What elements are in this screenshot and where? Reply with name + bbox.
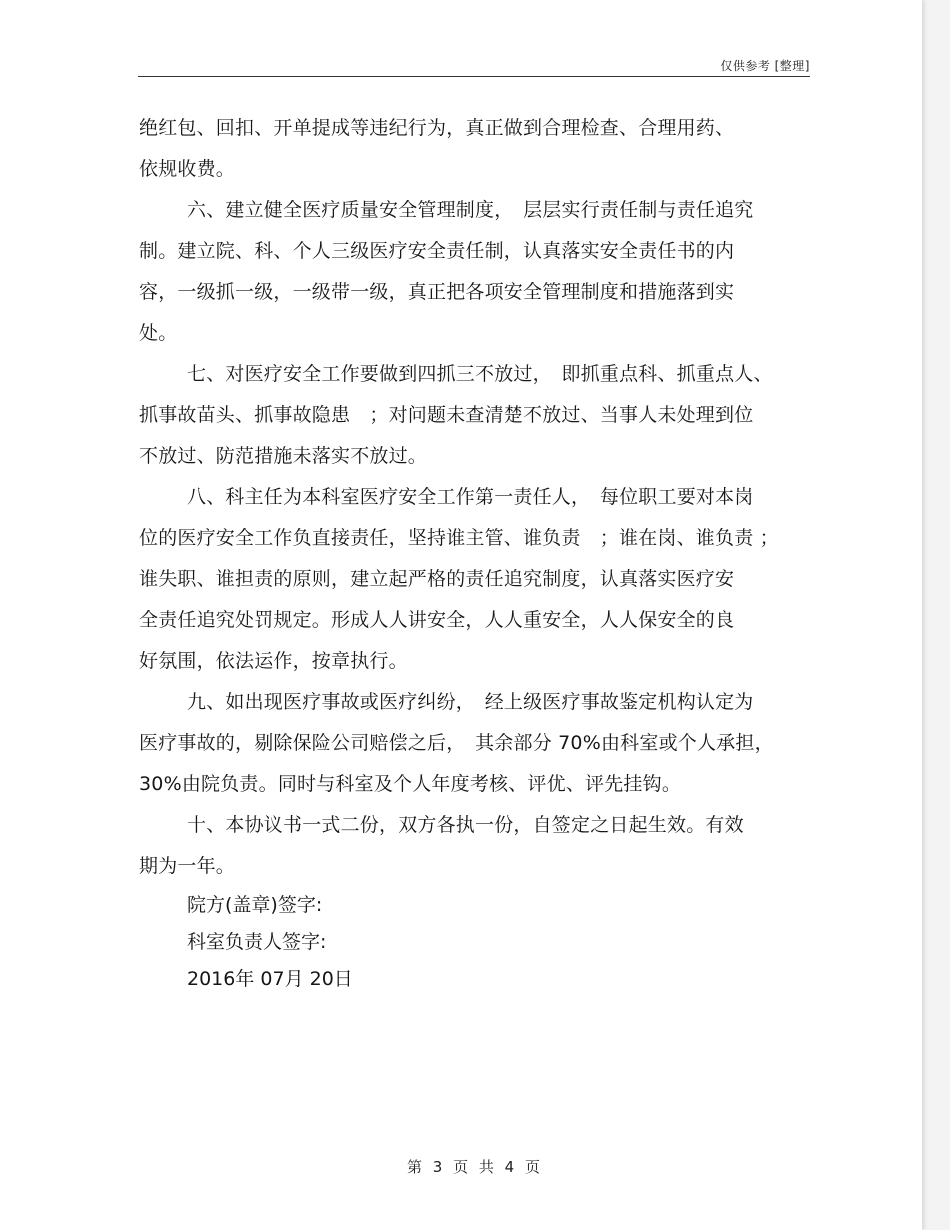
body-line: 不放过、防范措施未落实不放过。 xyxy=(139,445,428,467)
body-line: 绝红包、回扣、开单提成等违纪行为，真正做到合理检查、合理用药、 xyxy=(139,117,735,139)
body-line: 谁失职、谁担责的原则，建立起严格的责任追究制度，认真落实医疗安 xyxy=(139,568,735,590)
page-number: 第 3 页 共 4 页 xyxy=(407,1158,543,1176)
article-ten-start: 十、本协议书一式二份，双方各执一份，自签定之日起生效。有效 xyxy=(187,814,744,836)
body-line: 位的医疗安全工作负直接责任，坚持谁主管、谁负责 ；谁在岗、谁负责 ； xyxy=(139,527,779,549)
header-note: 仅供参考 [整理] xyxy=(720,59,810,73)
header-divider xyxy=(138,76,810,77)
article-six-start: 六、建立健全医疗质量安全管理制度， 层层实行责任制与责任追究 xyxy=(187,199,754,221)
hospital-signature-label: 院方(盖章)签字: xyxy=(187,894,323,916)
body-line: 容，一级抓一级，一级带一级，真正把各项安全管理制度和措施落到实 xyxy=(139,281,735,303)
body-line: 期为一年。 xyxy=(139,855,236,877)
body-line: 医疗事故的，剔除保险公司赔偿之后， 其余部分 70%由科室或个人承担， xyxy=(139,732,774,754)
article-nine-start: 九、如出现医疗事故或医疗纠纷， 经上级医疗事故鉴定机构认定为 xyxy=(187,691,754,713)
body-line: 全责任追究处罚规定。形成人人讲安全，人人重安全，人人保安全的良 xyxy=(139,609,735,631)
department-head-signature-label: 科室负责人签字: xyxy=(187,931,327,953)
article-eight-start: 八、科主任为本科室医疗安全工作第一责任人， 每位职工要对本岗 xyxy=(187,486,754,508)
body-line: 好氛围，依法运作，按章执行。 xyxy=(139,650,408,672)
body-line: 依规收费。 xyxy=(139,158,236,180)
body-line: 30%由院负责。同时与科室及个人年度考核、评优、评先挂钩。 xyxy=(139,773,682,795)
document-body xyxy=(139,108,819,998)
article-seven-start: 七、对医疗安全工作要做到四抓三不放过， 即抓重点科、抓重点人、 xyxy=(187,363,773,385)
body-line: 制。建立院、科、个人三级医疗安全责任制，认真落实安全责任书的内 xyxy=(139,240,735,262)
signing-date: 2016年 07月 20日 xyxy=(187,968,353,990)
body-line: 抓事故苗头、抓事故隐患 ；对问题未查清楚不放过、当事人未处理到位 xyxy=(139,404,754,426)
body-line: 处。 xyxy=(139,322,178,344)
